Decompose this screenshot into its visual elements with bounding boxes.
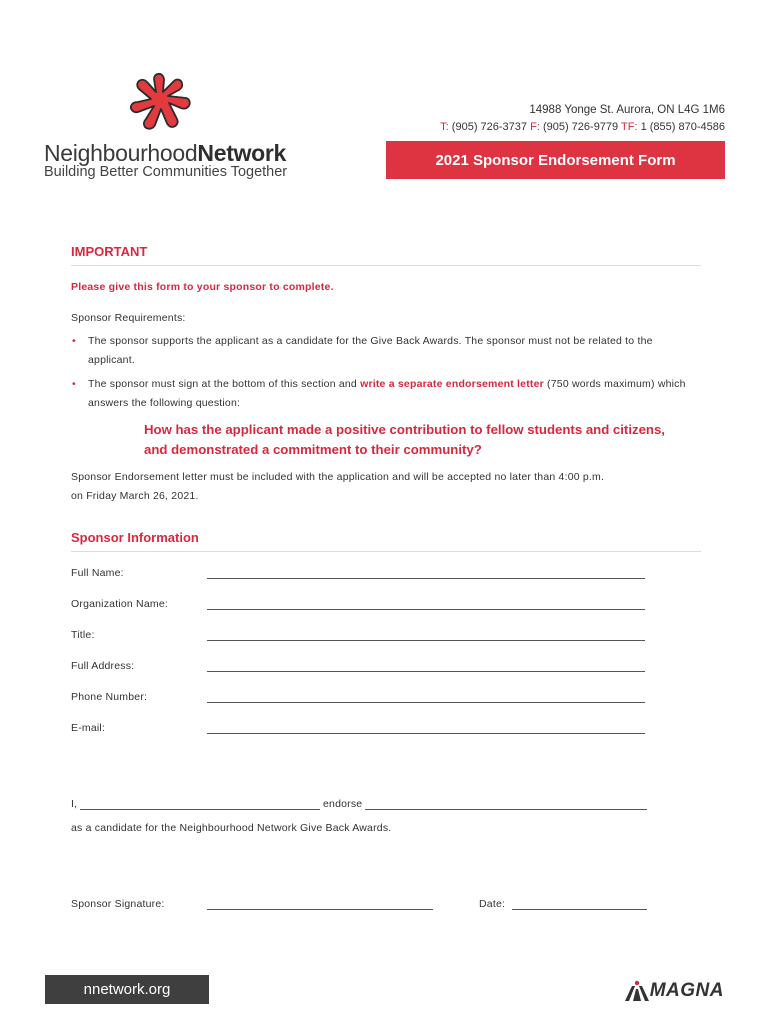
- sponsor-name-field[interactable]: [80, 809, 320, 810]
- organization-field[interactable]: [207, 609, 645, 610]
- divider: [71, 265, 701, 266]
- full-name-label: Full Name:: [71, 567, 124, 579]
- sponsor-info-heading: Sponsor Information: [71, 530, 199, 545]
- contact-numbers: T: (905) 726-3737 F: (905) 726-9779 TF: 1 (855) 870-4586: [440, 121, 725, 133]
- notice-text: Please give this form to your sponsor to complete.: [71, 281, 334, 293]
- form-title-banner: [386, 141, 725, 179]
- email-field[interactable]: [207, 733, 645, 734]
- endorse-prefix: I,: [71, 798, 78, 810]
- endorse-statement: as a candidate for the Neighbourhood Network Give Back Awards.: [71, 822, 392, 834]
- signature-label: Sponsor Signature:: [71, 898, 165, 910]
- address-line: 14988 Yonge St. Aurora, ON L4G 1M6: [529, 104, 725, 116]
- endorsement-letter-highlight: write a separate endorsement letter: [360, 378, 544, 390]
- full-name-field[interactable]: [207, 578, 645, 579]
- date-label: Date:: [479, 898, 506, 910]
- partner-logo: [624, 980, 724, 1002]
- form-title: 2021 Sponsor Endorsement Form: [435, 151, 676, 169]
- applicant-name-field[interactable]: [365, 809, 647, 810]
- divider: [71, 551, 701, 552]
- website-link[interactable]: nnetwork.org: [83, 981, 171, 998]
- phone-label: Phone Number:: [71, 691, 148, 703]
- title-field[interactable]: [207, 640, 645, 641]
- brand-name: NeighbourhoodNetwork: [44, 140, 287, 166]
- endorse-word: endorse: [323, 798, 363, 810]
- endorsement-question: How has the applicant made a positive contribution to fellow students and citizens, and demonstrated a commitment to their community?: [144, 422, 665, 457]
- important-heading: IMPORTANT: [71, 244, 148, 259]
- organization-label: Organization Name:: [71, 598, 168, 610]
- requirements-label: Sponsor Requirements:: [71, 312, 186, 324]
- signature-field[interactable]: [207, 909, 433, 910]
- email-label: E-mail:: [71, 722, 106, 734]
- requirement-bullet-2: • The sponsor must sign at the bottom of this section and write a separate endorsement letter (750 words maximum) which answers the following question:: [72, 378, 686, 409]
- magna-logo-icon: [624, 980, 650, 1002]
- brand-tagline: Building Better Communities Together: [44, 164, 288, 180]
- title-label: Title:: [71, 629, 95, 641]
- address-field[interactable]: [207, 671, 645, 672]
- requirement-bullet-1: • The sponsor supports the applicant as a candidate for the Give Back Awards. The sponsor must not be related to the applicant.: [72, 335, 653, 366]
- phone-field[interactable]: [207, 702, 645, 703]
- deadline-text: Sponsor Endorsement letter must be included with the application and will be accepted no later than 4:00 p.m. on Friday March 26, 2021.: [71, 471, 605, 502]
- partner-name: MAGNA: [649, 980, 724, 1001]
- star-icon: [128, 72, 192, 134]
- date-field[interactable]: [512, 909, 647, 910]
- website-footer: [45, 975, 209, 1004]
- address-label: Full Address:: [71, 660, 135, 672]
